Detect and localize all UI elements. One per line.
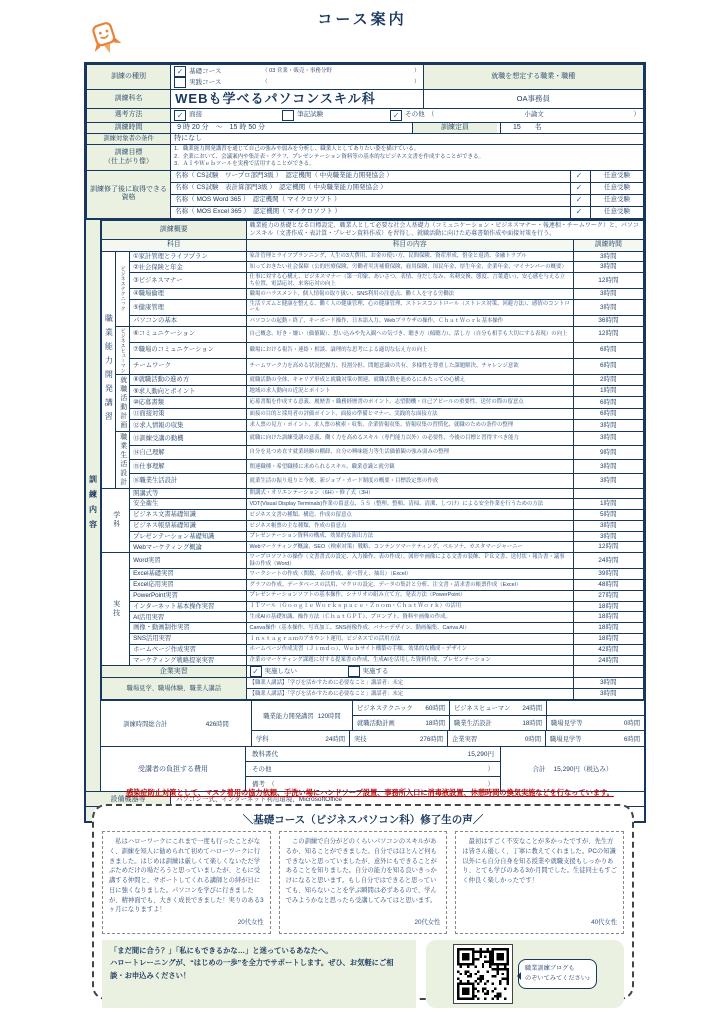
subject-cell: ⑫求人情報の収集 [130,420,246,431]
hours-cell: 2時間 [573,374,643,385]
selection-close: ） [633,111,640,119]
fee-value: ） [487,781,494,789]
hours-cell: 3時間 [573,289,643,300]
occupation-header: 就職を想定する職業・職種 [423,65,643,90]
subject-cell: Webマーケティング概論 [130,542,246,553]
hours-cell: 39時間 [573,569,643,580]
hours-cell [573,488,643,499]
course-kind-option [174,77,419,88]
subject-cell: ⑮仕事理解 [130,460,246,474]
testimonial-age: 20代女性 [414,919,441,926]
total-cell [547,716,644,730]
subject-cell: ⑩応募書類 [130,397,246,408]
curriculum-row [102,374,644,385]
total-cell-value: 60時間 [425,705,445,713]
qual-check-icon: ✓ [570,207,587,218]
subject-cell: ホームページ作成実習 [130,644,246,655]
qualification-row [87,182,644,194]
kind-option-close: ） [414,79,420,86]
curriculum-row [102,408,644,419]
curriculum-row [102,445,644,459]
curriculum-row [102,251,644,262]
content-cell: 就職活動の全体、キャリア形成と就職対策の関連、就職活動を進めるにあたっての心構え [246,374,573,385]
goal-line: 1．職業能力開発講習を通じて自己の強みや弱みを分析し、職業人としてありたい姿を描けている。 [174,146,420,153]
row-selection [87,108,644,122]
qualification-row [87,206,644,218]
testimonial-card [102,831,271,934]
row-goals [87,145,644,170]
curriculum-row [102,488,644,499]
total-cell [450,701,547,716]
totals-label: 訓練時間総合計 [123,720,168,728]
qr-panel [426,940,624,1008]
subject-cell: ④職場倫理 [130,289,246,300]
curriculum-row [102,299,644,315]
section-label: 実技 [102,553,130,666]
subject-cell: ③ビジネスマナー [130,273,246,289]
overview-row [102,220,644,240]
goal-line: 2．企業において、会議案内や集計表・グラフ、プレゼンテーション資料等の基本的なビジネス文書を作成することができる。 [174,153,485,160]
hours-cell: 3時間 [573,420,643,431]
hours-cell: 3時間 [573,262,643,273]
occupation-value: OA事務員 [423,90,643,109]
content-cell: 生成AIの基礎知識、操作方法（ＣｈａｔＧＰＴ）、プロンプト、資料や画像の作成。 [246,612,573,623]
hours-cell: 42時間 [573,644,643,655]
total-cell-label: 企業実習 [452,735,478,743]
testimonial-age: 40代女性 [591,919,618,926]
implement-label: 実施する [362,667,389,675]
hours-cell: 12時間 [573,542,643,553]
subject-cell: Word実習 [130,553,246,569]
content-cell: 面接の目的と採用者の評価ポイント、面接の準備とマナー、実践的な面接方法 [246,408,573,419]
total-cell-label: ビジネステクニック [357,705,413,713]
content-cell: 求人票の見方・ポイント、求人票の検索・収集、企業情報収集、情報収集の習慣化、就職のための条件の整理 [246,420,573,431]
curriculum-row [102,623,644,634]
content-cell: 自己概念、好き・嫌い（価値観）、思い込みや先入観への気づき、聴き方（傾聴力）、話し方（自分も相手も大切にする表現）の向上 [246,326,573,342]
curriculum-row [102,601,644,612]
content-cell: 地域の求人動向の近況とポイント [246,386,573,397]
testimonial-card [455,831,624,934]
total-cell [350,731,448,746]
kind-option-label: 実践コース [189,78,222,86]
training-content-section [86,219,644,791]
equipment-value: パソコン一式、インターネット利用環境、MicrosoftOffice [176,796,343,804]
content-cell: チームワーク力を高める状況把握力、役割分担、問題意識の共有、多様性を尊重した課題解決、チャレンジ意欲 [246,358,573,374]
curriculum-row [102,358,644,374]
goal-line: 3．ＡＩやＷｅｂツールを実務で活用することができる。 [174,161,315,168]
goal-label: 訓練目標 （仕上がり像） [87,145,171,170]
hours-cell: 12時間 [573,326,643,342]
subject-cell: ⑨求人動向とポイント [130,386,246,397]
unchecked-checkbox-icon [174,77,186,88]
content-cell: 職場のハラスメント、個人情報の取り扱い、SNS利用の注意点、働く人を守る労働法 [246,289,573,300]
content-cell: 家計管理とライフプランニング、人生の3大費用、お金の使い方、民間保険、資産形成、借金と返済、金融トラブル [246,251,573,262]
training-content-strip [86,220,101,791]
course-kind-option [174,66,419,77]
totals-value: 426時間 [205,720,229,728]
subject-cell: ⑥コミュニケーション [130,326,246,342]
content-cell: プレゼンテーション資料の構成、効果的な演出方法 [246,531,573,542]
qualification-row [87,170,644,182]
curriculum-table [101,220,644,700]
hours-cell: 18時間 [573,633,643,644]
subject-cell: ⑭自己理解 [130,445,246,459]
selection-cell [171,108,644,122]
total-cell-label: 職場見学等 [550,735,582,743]
curriculum-row [102,531,644,542]
curriculum-header-row [102,240,644,251]
equipment-label: 設備機器等 [86,792,171,806]
course-name: WEBも学べるパソコンスキル科 [171,90,423,109]
content-cell: 【職業人講話】「学びを活かすために必要なこと」講話者：未定 [246,689,573,700]
page-title: コース案内 [317,11,407,28]
subject-cell: ⑯職業生活設計 [130,474,246,488]
hours-cell: 5時間 [573,510,643,521]
content-cell: VDT(Visual Display Terminals)作業の留意点、５Ｓ（整理、整頓、清掃、清潔、しつけ）による安全作業を行うための方法 [246,499,573,510]
qual-check-icon: ✓ [570,183,587,194]
content-header: 科目の内容 [246,240,573,251]
curriculum-row [102,386,644,397]
row-condition [87,133,644,144]
fee-row [246,762,500,777]
selection-other-value: 小論文 [524,111,544,119]
subject-cell: PowerPoint実習 [130,590,246,601]
fee-row [246,747,500,762]
total-cell-label: 職業生活設計 [454,720,492,728]
total-cell-label: 実技 [354,735,367,743]
total-cell [546,731,644,746]
header-info-table [86,64,644,219]
curriculum-row [102,580,644,591]
curriculum-row [102,326,644,342]
curriculum-row [102,460,644,474]
kind-option-close: ） [414,68,420,75]
subject-cell: 画像・動画制作実習 [130,623,246,634]
fees-label: 受講者の負担する費用 [101,747,246,791]
content-cell: ホームページ作成実習（Ｊｉｍｄｏ）、Ｗｅｂサイト構築の手順、効果的な構成・デザイン [246,644,573,655]
subject-cell: AI活用実習 [130,612,246,623]
subject-cell: マーケティング戦略提案実習 [130,655,246,666]
curriculum-row [102,420,644,431]
content-cell: 応募書類を作成する意義、履歴書・職務経歴書のポイント、志望動機・自己アピールの重要性、送付の際の留意点 [246,397,573,408]
hours-cell: 6時間 [573,408,643,419]
training-content-label: 訓練内容 [88,475,98,536]
hours-cell: 18時間 [573,601,643,612]
fee-value: 15,290円 [467,751,494,759]
testimonial-card [279,831,448,934]
fee-label: その他 [252,766,272,774]
curriculum-row [102,644,644,655]
content-cell: 知っておきたい社会保障（公的医療保険、労働者災害補償保険、雇用保険、国民年金、厚生年金、企業年金、マイナンバーの概要） [246,262,573,273]
qr-speech-bubble [518,959,597,989]
content-cell: ワープロソフトの操作（文書書式の設定、入力操作、表の作成）、図形や画像による文書の装飾、ＰＲ文書、送付状・報告書・議事録の作成（Word） [246,553,573,569]
hours-cell [171,122,644,133]
hours-cell: 12時間 [573,273,643,289]
total-cell [353,701,450,716]
checked-checkbox-icon: ✓ [174,66,186,77]
condition-label: 訓練対象者の条件 [87,133,171,144]
qual-check-icon: ✓ [570,171,587,182]
content-cell: 就職に向けた訓練受講の意義、働く力を高めるスキル（専門能力以外）の必要性、今後の目標と習得すべき能力 [246,431,573,445]
content-cell: 仕事に対する心構え、ビジネスマナー（第一印象、あいさつ、表情、身だしなみ、名刺交換、態度、言葉遣い）、安心感を与える立ち位置、電話応対、来客応対の向上 [246,273,573,289]
hours-cell: 3時間 [573,531,643,542]
fees-total-label: 合計 [532,766,546,774]
total-cell [252,731,350,746]
unchecked-checkbox-icon [348,666,360,677]
content-cell: 【職業人講話】「学びを活かすために必要なこと」講話者：未定 [246,678,573,689]
subject-cell: ⑤健康管理 [130,299,246,315]
hours-cell: 48時間 [573,580,643,591]
content-cell: 就業生活の振り返りと今後、新ジョブ・カード制度の概要・目標設定票の作成 [246,474,573,488]
goals-cell [171,145,644,170]
kind-options-cell [171,65,423,90]
subject-cell: SNS活用実習 [130,633,246,644]
selection-label: 選考方法 [87,108,171,122]
cta-line2: ハロートレーニングが、“はじめの一歩”を全力でサポートします。ぜひ、お気軽にご相談・お申込みください！ [110,958,394,980]
content-cell: 職場における報告・連絡・相談、論理的な思考による適切な伝え方の向上 [246,342,573,358]
content-cell: 開講式・オリエンテーション（6H）・修了式（3H） [246,488,573,499]
subject-cell: ⑬訓練受講の動機 [130,431,246,445]
subject-cell: パソコンの基本 [130,315,246,326]
hours-cell: 18時間 [573,623,643,634]
hours-cell: 27時間 [573,590,643,601]
curriculum-row [102,633,644,644]
total-cell-label: 就職活動計画 [357,720,395,728]
curriculum-row [102,612,644,623]
quals-label: 訓練修了後に取得できる資格 [87,170,171,218]
curriculum-row [102,289,644,300]
kind-option-field: （ [262,79,268,86]
curriculum-row [102,553,644,569]
hours-cell: 24時間 [573,655,643,666]
subject-cell: ⑧就職活動の進め方 [130,374,246,385]
total-cell [353,716,450,730]
hours-cell: 6時間 [573,397,643,408]
kaihatsu-value: 120時間 [317,712,341,720]
subgroup-label: 職業生活設計 [116,431,130,488]
content-cell: 関連職種・希望職種に求められるスキル、職業意識と就労観 [246,460,573,474]
hours-cell: 6時間 [573,358,643,374]
kind-option-label: 基礎コース [189,67,222,75]
total-cell-value: 6時間 [623,735,640,743]
no-implement-label: 実施しない [264,667,298,675]
content-cell: 生活リズムと健康を整える、働く人の健康管理、心の健康管理、ストレスコントロール（ストレス対策、回避方法）、感情のコントロール [246,299,573,315]
content-cell: ＩＴツール（Ｇｏｏｇｌｅ Ｗｏｒｋｓｐａｃｅ・Ｚｏｏｍ・ＣｈａｔＷｏｒｋ）の活用 [246,601,573,612]
curriculum-row [102,542,644,553]
subject-cell: 安全衛生 [130,499,246,510]
curriculum-row [102,520,644,531]
fee-value: ） [487,766,494,774]
curriculum-row [102,474,644,488]
course-info-table [84,62,646,823]
hours-header: 訓練時間 [573,240,643,251]
hours-cell: 1時間 [573,386,643,397]
content-cell: 自分を見つめ直す就業経験の棚卸、自分の興味能力等生活価値観の強み弱みの整理 [246,445,573,459]
total-cell-label: 職場見学等 [551,720,583,728]
kind-label: 訓練の種別 [87,65,171,90]
total-cell-value: 18時間 [425,720,445,728]
content-cell: ビジネス文書の種類、構造、作成の留意点 [246,510,573,521]
subgroup-label: 就職活動計画 [116,374,130,431]
qr-code [453,944,513,1004]
row-course-name [87,90,644,109]
totals-block [101,700,644,746]
overview-label: 訓練概要 [102,220,247,240]
curriculum-row [102,397,644,408]
subject-cell: 開講式等 [130,488,246,499]
qual-name: 名称（ MOS Word 365 ） 認定機関（ マイクロソフト ） [175,196,341,204]
course-name-label: 訓練科名 [87,90,171,109]
qual-optional-label: 任意受験 [590,183,643,194]
site-visit-label: 職場見学、職場体験、職業人講話 [102,678,247,700]
total-cell-value: 24時間 [522,705,542,713]
company-training-row [102,666,644,678]
row-hours [87,122,644,133]
condition-value: 特になし [171,133,644,144]
content-cell: パソコンの起動・終了、キーボード操作、日本語入力、Webブラウザの操作、ＣｈａｔＷｏｒｋ基本操作 [246,315,573,326]
hours-cell: 24時間 [573,553,643,569]
site-visit-row [102,678,644,689]
fee-label: 備考 （ [252,781,275,789]
hours-value: 9 時 20 分 ～ 15 時 50 分 [177,123,266,131]
content-cell: ビジネス帳票の主な種類、作成の留意点 [246,520,573,531]
subject-cell: チームワーク [130,358,246,374]
total-cell-value: 18時間 [522,720,542,728]
qual-optional-label: 任意受験 [590,207,643,218]
subject-cell: ビジネス帳票基礎知識 [130,520,246,531]
hours-cell: 3時間 [573,474,643,488]
selection-option-label: 面接 [189,111,203,119]
subject-cell: ビジネス文書基礎知識 [130,510,246,521]
curriculum-row [102,569,644,580]
rocket-mascot-top [88,18,122,60]
qualification-row [87,194,644,206]
subject-cell: ⑪面接対策 [130,408,246,419]
subgroup-label: ビジネステクニック [116,251,130,326]
subject-cell: ②社会保険と年金 [130,262,246,273]
total-cell [448,731,546,746]
content-cell: 企業のマーケティング課題に対する提案書の作成、生成AIを活用した資料作成、プレゼンテーション [246,655,573,666]
hours-cell: 3時間 [573,299,643,315]
hours-cell: 18時間 [573,612,643,623]
fee-label: 教科書代 [252,751,278,759]
qual-name: 名称（ CS試験 表計算部門3級 ） 認定機関（ 中央職業能力開発協会 ） [175,184,387,192]
curriculum-row [102,510,644,521]
total-cell-value: 24時間 [325,735,345,743]
capacity-value: 15 名 [500,123,643,133]
subject-cell: インターネット基本操作実習 [130,601,246,612]
content-cell: グラフの作成、データベースの活用、マクロの設定、データの集計と分析、注文書・請求書の帳票作成（Excel） [246,580,573,591]
hours-cell: 3時間 [573,431,643,445]
curriculum-row [102,262,644,273]
total-cell-value: 276時間 [419,735,443,743]
curriculum-row [102,655,644,666]
section-label: 学科 [102,488,130,553]
curriculum-row [102,315,644,326]
content-cell: Webマーケティング概論、SEO（検索対策）戦略、コンテンツマーケティング、ペルソナ、カスタマージャーニー [246,542,573,553]
subject-cell: プレゼンテーション基礎知識 [130,531,246,542]
testimonial-text: この訓練で自分がどのくらいパソコンのスキルがあるか、知ることができました。自分ではほとんど何もできないと思っていましたが、意外にもできることがあることを知りました。自分の能力を知る良いきっかけになると思います。もし自分ではできると思っていても、知らないことを学ぶ瞬間は必ずあるので、学んでみようかなと思ったら受講してみてはと思います。 [285,838,437,904]
qual-name: 名称（ MOS Excel 365 ） 認定機関（ マイクロソフト ） [175,208,342,216]
total-cell [450,716,547,730]
total-cell-label: 学科 [256,735,269,743]
company-training-label: 企業実習 [102,666,247,678]
total-cell [547,701,644,716]
voices-title: ＼基礎コース（ビジネスパソコン科）修了生の声／ [242,814,484,826]
total-cell-value: 0時間 [524,735,541,743]
hours-cell: 36時間 [573,315,643,326]
kaihatsu-label: 職業能力開発講習 [263,712,314,720]
qual-name: 名称（ CS試験 ワープロ部門3級 ） 認定機関（ 中央職業能力開発協会 ） [175,172,393,180]
overview-text: 職業能力の基礎となる目標設定、職業人として必要な社会人基礎力（コミュニケーション・ビジネスマナー・報連相・チームワーク）と、パソコンスキル（文書作成・表計算・プレゼン資料作成）を習得し、就職活動に向けた応募書類作成や面接対策を行う。 [246,220,643,240]
qual-optional-label: 任意受験 [590,195,643,206]
hours-label: 訓練時間 [87,122,171,133]
total-cell-label: ビジネスヒューマン [454,705,511,713]
fees-block [101,746,644,791]
curriculum-row [102,431,644,445]
unchecked-checkbox-icon [282,110,294,121]
hours-cell: 3時間 [573,520,643,531]
subject-cell: ⑦職場のコミュニケーション [130,342,246,358]
lecture-group-label: 職業能力開発講習 [102,251,116,488]
row-kind [87,65,644,90]
content-cell: ワークシートの作成（関数、表の作成、並べ替え、抽出）（Excel） [246,569,573,580]
testimonial-age: 20代女性 [237,919,264,926]
hours-cell: 3時間 [573,460,643,474]
selection-option-label: その他 （ [405,111,435,119]
subject-cell: Excel基礎実習 [130,569,246,580]
hours-cell: 3時間 [573,251,643,262]
content-cell: Canva操作（基本操作、写真加工、SNS画像作成、バナーデザイン、動画編集、Canva AI） [246,623,573,634]
capacity-label: 訓練定員 [412,123,497,133]
cta-line1: 「まだ間に合う？」「私にもできるかな…」と迷っているあなたへ。 [110,945,333,955]
curriculum-row [102,590,644,601]
bubble-line2: のぞいてみてください♪ [525,974,590,982]
qual-optional-label: 任意受験 [590,171,643,182]
hours-cell: 3時間 [573,689,643,700]
qual-check-icon: ✓ [570,195,587,206]
checked-checkbox-icon: ✓ [250,666,262,677]
graduate-voices-box [92,804,634,1000]
testimonial-text: 私はハローワークにこれまで一度も行ったことがなく、訓練を知人に勧められて初めてハローワークに行きました。はじめは訓練は厳しくて楽しくないただ学ぶためだけの場だろうと思っていましたが、ともに受講する仲間と、サポートしてくれる講師との絆が日に日に強くなりました。パソコンを学びに行きましたが、精神面でも、大きく成長できました！実りのある3ヶ月になりますよ！ [109,838,264,914]
content-cell: プレゼンテーションソフトの基本操作、シナリオの組み立て方、発表方法（PowerPoint） [246,590,573,601]
checked-checkbox-icon: ✓ [390,110,402,121]
subject-cell: ①家計管理とライフプラン [130,251,246,262]
content-cell: Ｉｎｓｔａｇｒａｍのアカウント運用、ビジネスでの活用方法 [246,633,573,644]
hours-cell: 9時間 [573,445,643,459]
kind-option-field: （ 03 営業・販売・事務分野 [262,68,332,75]
hours-cell: 6時間 [573,342,643,358]
curriculum-row [102,273,644,289]
hours-cell: 1時間 [573,499,643,510]
selection-option-label: 筆記試験 [297,111,324,119]
testimonial-text: 最初はすごく不安なことが多かったですが、先生方は皆さん優しく、丁寧に教えてくれました。PCの知識以外にも自分自身を知る授業や就職支援もしっかりあり、とても学びのある3か月間でした。生徒同士もすごく仲良く楽しかったです！ [462,838,617,884]
total-cell-value: 0時間 [623,720,640,728]
checked-checkbox-icon: ✓ [174,110,186,121]
hours-cell [573,666,643,678]
fees-total-value: 15,290円（税込み） [553,766,613,774]
curriculum-row [102,499,644,510]
cta-box [102,940,416,1008]
bubble-line1: 職業訓練ブログも [525,964,575,972]
infection-notice: 感染症防止対策として、マスク着用の協力依頼、手洗い場にハンドソープ設置、事務所入口に消毒液設置、休憩時間の換気実施などを行なっています。 [126,788,614,797]
subgroup-label: ビジネスヒューマン [116,326,130,374]
subject-cell: Excel応用実習 [130,580,246,591]
hours-cell: 3時間 [573,678,643,689]
subject-header: 科目 [102,240,247,251]
curriculum-row [102,342,644,358]
